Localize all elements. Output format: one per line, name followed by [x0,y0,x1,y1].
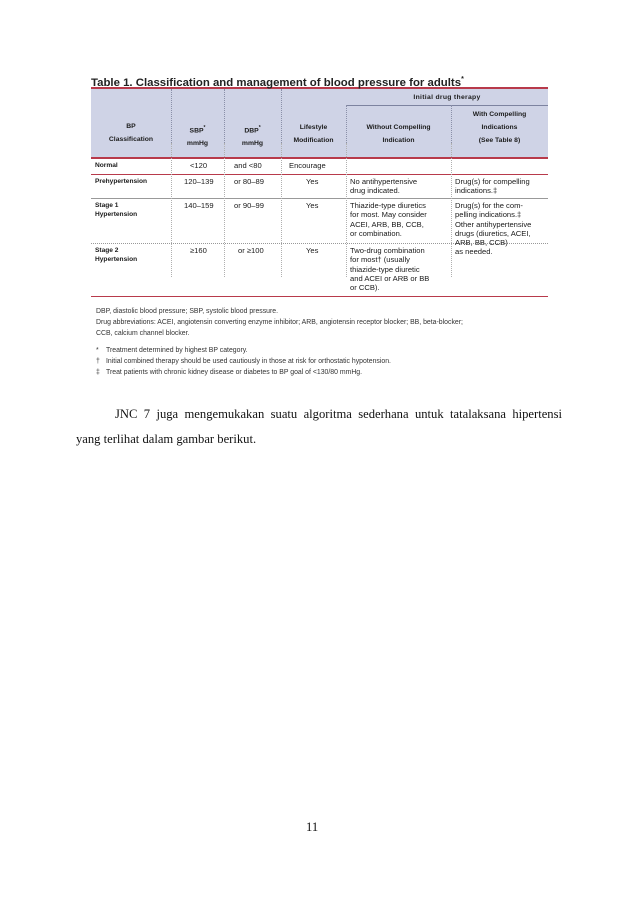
cell-line: Stage 2 [95,247,119,254]
initial-drug-therapy-rule [346,105,548,106]
sbp-cell: ≥160 [190,246,207,255]
see-table-heading-line: (See Table 8) [478,137,521,144]
cell-line: Drug(s) for the com- [455,201,523,210]
cell-line: for most† (usually [350,255,410,265]
table-title [91,73,548,89]
cell-line: drugs (diuretics, ACEI, [455,228,531,238]
dbp-unit: mmHg [241,140,264,148]
bp-classification-table [91,73,548,297]
cell-line: pelling indications.‡ [455,210,522,220]
footnote [96,367,463,378]
footnote-symbol: ‡ [96,369,100,376]
paragraph-line: JNC 7 juga mengemukakan suatu algoritma sederhana untuk tatalaksana hipertensi [115,407,562,421]
sbp-heading-text: SBP [189,127,204,135]
column-divider [451,143,452,277]
dbp-heading-mark: * [258,125,261,131]
modification-heading-line: Modification [293,137,334,144]
table-row [91,159,548,175]
cell-line: as needed. [455,247,493,257]
dbp-cell: or 90–99 [234,201,264,210]
cell-line: Thiazide-type diuretics [350,201,426,210]
dbp-cell: or 80–89 [234,177,264,186]
bp-classification-heading [91,122,171,145]
without-compelling-heading [346,123,451,146]
table-notes [96,306,463,378]
lifestyle-cell: Yes [306,246,319,255]
classification-cell [95,246,137,265]
bp-heading-line: BP [126,123,136,130]
dbp-cell: or ≥100 [238,246,264,255]
cell-line: or combination. [350,228,402,238]
footnote-text: Initial combined therapy should be used cautiously in those at risk for orthostatic hypotension. [106,358,391,365]
lifestyle-cell: Yes [306,201,319,210]
cell-line: indications.‡ [455,186,498,196]
classification-cell [95,201,137,220]
with-compelling-heading [451,110,548,146]
classification-cell: Normal [95,162,118,169]
column-divider [346,143,347,277]
with-heading-line: With Compelling [472,111,527,118]
table-title-mark: * [461,76,464,83]
with-compelling-cell [455,177,530,196]
sbp-cell: 120–139 [184,177,214,186]
dbp-heading-text: DBP [244,127,259,135]
cell-line: drug indicated. [350,186,400,196]
table-row [91,244,548,297]
cell-line: or CCB). [350,283,380,293]
lifestyle-cell: Yes [306,177,319,186]
table-header [91,89,548,159]
table-row [91,175,548,199]
cell-line: Two-drug combination [350,246,425,255]
without-compelling-cell [350,201,427,238]
cell-line: Hypertension [95,211,138,219]
column-divider [281,143,282,277]
paragraph-line: yang terlihat dalam gambar berikut. [76,432,257,446]
without-compelling-cell [350,177,417,196]
cell-line: No antihypertensive [350,177,418,186]
footnote-symbol: † [96,358,100,365]
cell-line: and ACEI or ARB or BB [350,273,430,283]
dbp-cell: and <80 [234,161,262,170]
abbreviation-note: DBP, diastolic blood pressure; SBP, systolic blood pressure. [96,308,279,315]
without-compelling-cell [350,246,429,292]
cell-line: Other antihypertensive [455,219,532,229]
without-heading-line: Without Compelling [366,124,431,131]
cell-line: Stage 1 [95,202,119,209]
footnote-text: Treatment determined by highest BP category. [106,347,248,354]
sbp-heading [171,123,224,149]
cell-line: Drug(s) for compelling [455,177,530,186]
cell-line: ARB, BB, CCB) [455,238,508,248]
column-divider [171,143,172,277]
sbp-unit: mmHg [186,140,209,148]
lifestyle-cell: Encourage [289,161,326,170]
footnote [96,356,463,367]
page-number: 11 [306,820,319,834]
sbp-heading-mark: * [203,125,206,131]
abbreviation-note: Drug abbreviations: ACEI, angiotensin converting enzyme inhibitor; ARB, angiotensin receptor blocker; BB, beta-blocker; [96,319,463,326]
dbp-heading [224,123,281,149]
footnote [96,345,463,356]
cell-line: Hypertension [95,256,138,264]
sbp-cell: <120 [190,161,208,170]
classification-heading-line: Classification [108,136,154,143]
initial-drug-therapy-heading: Initial drug therapy [413,94,481,101]
footnote-text: Treat patients with chronic kidney disease or diabetes to BP goal of <130/80 mmHg. [106,369,363,376]
abbreviation-note: CCB, calcium channel blocker. [96,330,190,337]
lifestyle-heading [281,123,346,146]
indications-heading-line: Indications [481,124,518,131]
classification-cell: Prehypertension [95,178,148,185]
sbp-cell: 140–159 [184,201,214,210]
cell-line: for most. May consider [350,210,427,220]
cell-line: ACEI, ARB, BB, CCB, [350,219,424,229]
body-paragraph [76,404,562,449]
table-title-text: Table 1. Classification and management of blood pressure for adults [91,76,462,89]
cell-line: thiazide-type diuretic [350,264,420,274]
indication-heading-line: Indication [382,137,415,144]
lifestyle-heading-line: Lifestyle [299,124,328,131]
column-divider [224,143,225,277]
footnote-symbol: * [96,347,99,354]
